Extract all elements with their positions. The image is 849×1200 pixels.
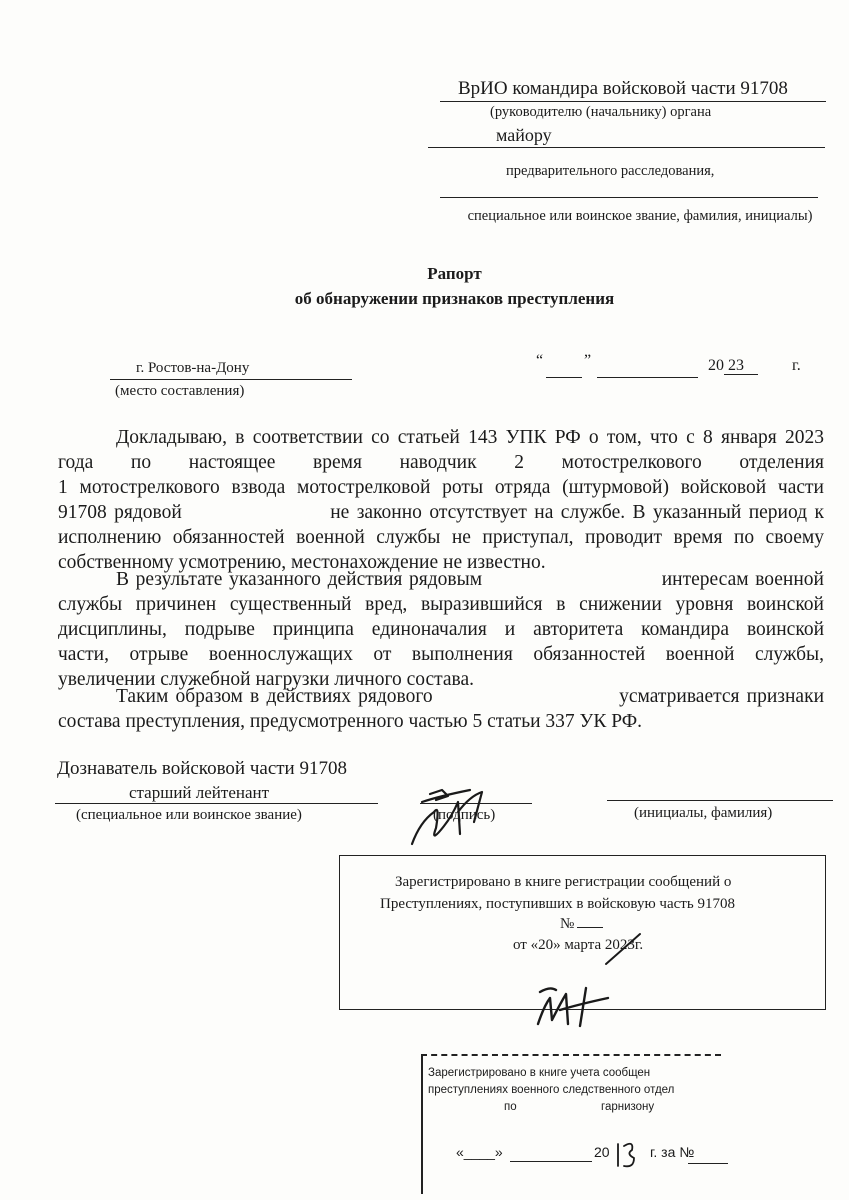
paragraph-1 [58,425,824,575]
place-underline [110,379,352,380]
p2-line: В результате указанного действия рядовым интересам военной [116,569,824,590]
p2-line: дисциплины, подрыве принципа единоначалия и авторитета командира воинской [58,619,824,640]
name-underline [607,800,833,801]
date-year-label: г. [792,357,801,374]
p1-line: собственному усмотрению, местонахождение не известно. [58,552,546,573]
registration-date: от «20» марта 2023г. [513,937,644,953]
stamp-month-underline [510,1161,592,1162]
strike-mark [600,930,650,970]
addressee-title: ВрИО командира войсковой части 91708 [458,78,788,99]
signer-rank-underline [55,803,378,804]
paragraph-3 [58,684,824,734]
signer-rank: старший лейтенант [129,783,270,802]
date-day-underline [546,377,582,378]
document-title: Рапорт [427,264,482,283]
stamp-number-label: г. за № [650,1144,695,1160]
date-open-quote: “ [536,352,544,369]
registration-number [560,916,603,933]
p1-line: года по настоящее время наводчик 2 мотострелкового отделения [58,452,824,473]
handwritten-signature [400,782,510,852]
stamp-line-3-prefix: по [504,1101,517,1113]
registration-number-sign: № [560,916,575,932]
p1-line: исполнению обязанностей военной службы не приступал, проводит время по своему [58,527,824,548]
signature-caption: (подпись) [433,807,496,823]
stamp-line-1: Зарегистрировано в книге учета сообщен [428,1067,651,1079]
addressee-caption: специальное или воинское звание, фамилия, инициалы) [467,208,813,224]
place-caption: (место составления) [115,383,245,399]
paragraph-2 [58,567,824,692]
date-close-quote: ” [584,352,592,369]
p2-line: службы причинен существенный вред, выразившийся в снижении уровня воинской [58,594,824,615]
p1-line: Докладываю, в соответствии со статьей 143 УПК РФ о том, что с 8 января 2023 [116,427,824,448]
rank-cont-underline [440,197,818,198]
p3-line: Таким образом в действиях рядового усматривается признаки [116,686,824,707]
rank-underline [428,147,825,148]
date-year-prefix: 20 [708,357,724,374]
stamp-number-underline [688,1163,728,1164]
stamp-date-year: 20 [594,1144,610,1160]
registration-line-1: Зарегистрировано в книге регистрации сообщений о [395,874,732,890]
date-year-suffix: 23 [724,357,758,375]
addressee-rank: майору [496,125,552,145]
p2-line: увеличении служебной нагрузки личного состава. [58,669,475,690]
p2-line: части, отрыве военнослужащих от выполнения обязанностей военной службы, [58,644,824,665]
p3-line: состава преступления, предусмотренного частью 5 статьи 337 УК РФ. [58,711,643,732]
stamp-year-handwritten [612,1136,640,1172]
stamp-date-day: «____» [456,1144,503,1160]
stamp-line-2: преступлениях военного следственного отдел [428,1084,675,1096]
registration-line-2: Преступлениях, поступивших в войсковую часть 91708 [380,896,735,912]
stamp-line-3-suffix: гарнизону [601,1101,655,1113]
place-city: г. Ростов-на-Дону [136,360,250,376]
p1-line: 1 мотострелкового взвода мотострелковой роты отряда (штурмовой) войсковой части [58,477,824,498]
signer-rank-caption: (специальное или воинское звание) [76,807,302,823]
registration-signature [530,980,620,1030]
addressee-rank-cont: предварительного расследования, [506,163,715,179]
date-year [708,357,758,375]
registration-number-blank [577,927,603,928]
addressee-note: (руководителю (начальнику) органа [490,104,712,120]
addressee-underline [440,101,826,102]
signer-position: Дознаватель войсковой части 91708 [57,758,347,779]
document-subtitle: об обнаружении признаков преступления [294,289,615,308]
name-caption: (инициалы, фамилия) [634,805,773,821]
p1-line: 91708 рядовой не законно отсутствует на службе. В указанный период к [58,502,824,523]
date-month-underline [597,377,698,378]
